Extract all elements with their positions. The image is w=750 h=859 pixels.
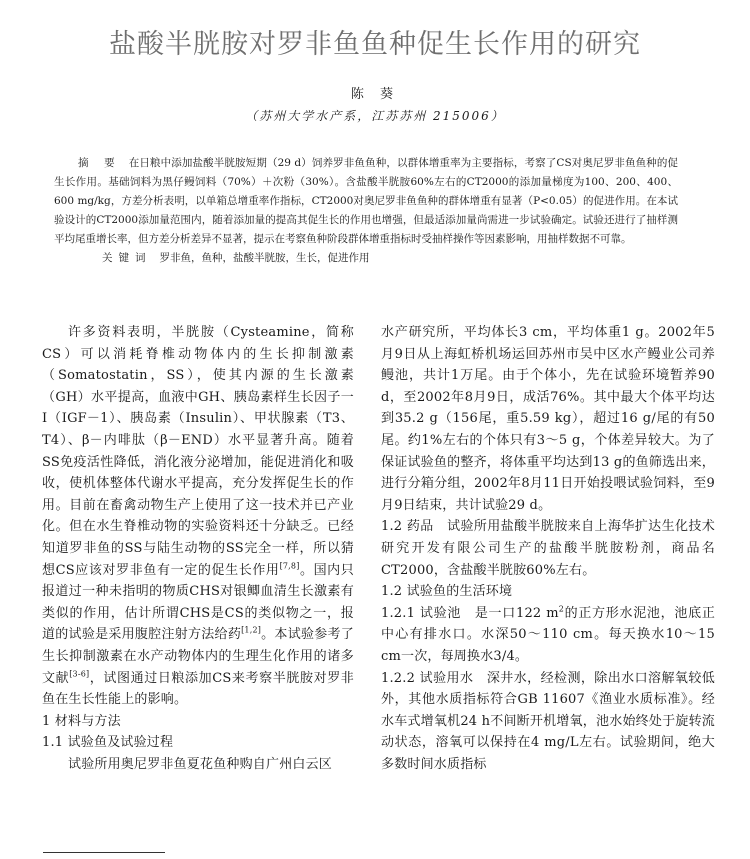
intro-text-b: 。国内只报道过一种未指明的物质CHS对银鲫血清生长激素有类似的作用，估计所谓CHS是CS的类似物之一，报道的试验是采用腹腔注射方法给药 [42,562,355,643]
right-column [381,322,715,775]
drug-paragraph [381,516,715,581]
pool-paragraph [381,603,715,668]
keywords-text: 罗非鱼，鱼种，盐酸半胱胺，生长，促进作用 [159,252,370,264]
subsection-heading-environment: 1.2 试验鱼的生活环境 [381,584,513,600]
abstract-label: 摘 要 [78,157,121,169]
paper-title: 盐酸半胱胺对罗非鱼鱼种促生长作用的研究 [109,29,641,60]
subsection-heading-water: 1.2.2 试验用水 [381,670,474,686]
keywords-line [54,249,678,268]
left-column [42,322,354,775]
citation-7-8: [7,8] [279,561,300,571]
abstract-text: 在日粮中添加盐酸半胱胺短期（29 d）饲养罗非鱼鱼种，以群体增重率为主要指标，考察了CS对奥尼罗非鱼鱼种的促生长作用。基础饲料为黑仔鳗饲料（70%）＋次粉（30%）。含盐酸半胱胺60%左右的CT2000的添加量梯度为100、200、400、600 mg/kg，方差分析表明，以单箱总增重率作指标，CT2000对奥尼罗非鱼鱼种的群体增重有显著（P<0.05）的促进作用。在本试验设计的CT2000添加量范围内，随着添加量的提高其促生长的作用也增强，但最适添加量尚需进一步试验确定。试验还进行了抽样测平均尾重增长率，但方差分析差异不显著，提示在考察鱼种阶段群体增重指标时受抽样操作等因素影响，用抽样数据不可靠。 [54,157,678,245]
abstract-block [54,154,678,268]
footnote-divider [43,852,165,853]
abstract-paragraph [54,154,678,249]
fish-source-paragraph: 水产研究所，平均体长3 cm，平均体重1 g。2002年5月9日从上海虹桥机场运回苏州市吴中区水产鳗业公司养鳗池，共计1万尾。由于个体小，先在试验环境暂养90 d，至2002年8月9日，成活76%。其中最大个体平均达到35.2 g（156尾，重5.59 kg），超过16 g/尾的有50尾。约1%左右的个体只有3～5 g，个体差异较大。为了保证试验鱼的整齐，将体重平均达到13 g的鱼筛选出来，进行分箱分组，2002年8月11日开始投喂试验饲料，至9月9日结束，共计试验29 d。 [381,325,715,513]
pool-text-a: 是一口122 m [474,605,559,621]
water-text: 深井水，经检测，除出水口溶解氧较低外，其他水质指标符合GB 11607《渔业水质标准》。经水车式增氧机24 h不间断开机增氧，池水始终处于旋转流动状态，溶氧可以保持在4 mg/L左右。试验期间，绝大多数时间水质指标 [381,670,715,772]
author-affiliation: （苏州大学水产系，江苏苏州 215006） [245,109,505,123]
drug-text: 试验所用盐酸半胱胺来自上海华扩达生化技术研究开发有限公司生产的盐酸半胱胺粉剂，商品名CT2000，含盐酸半胱胺60%左右。 [381,519,715,578]
intro-text-c: 。本试验参考了生长抑制激素在水产动物体内的生理生化作用的诸多文献 [42,627,354,686]
pool-text-b: 的正方形水泥池，池底正中心有排水口。水深50～110 cm。每天换水10～15 cm一次，每周换水3/4。 [381,605,716,664]
citation-3-6: [3-6] [69,669,90,679]
author-name: 陈 葵 [350,87,400,102]
keywords-label: 关键词 [102,252,152,264]
subsection-heading-drug: 1.2 药品 [381,519,434,535]
section-heading-methods: 1 材料与方法 [42,713,121,729]
water-paragraph [381,668,715,776]
intro-text-a: 许多资料表明，半胱胺（Cysteamine，简称CS）可以消耗脊椎动物体内的生长抑制激素（Somatostatin，SS），使其内源的生长激素（GH）水平提高，血液中GH、胰岛素样生长因子一I（IGF－1）、胰岛素（Insulin）、甲状腺素（T3、T4）、β－内啡肽（β－END）水平显著升高。随着SS免疫活性降低，消化液分泌增加，能促进消化和吸收，使机体整体代谢水平提高，充分发挥促生长的作用。目前在畜禽动物生产上使用了这一技术并已产业化。但在水生脊椎动物的实验资料还十分缺乏。已经知道罗非鱼的SS与陆生动物的SS完全一样，所以猜想CS应该对罗非鱼有一定的促生长作用 [42,325,354,578]
subsection-heading-1-1: 1.1 试验鱼及试验过程 [42,735,174,751]
methods-paragraph: 试验所用奥尼罗非鱼夏花鱼种购自广州白云区 [68,756,333,772]
subsection-heading-pool: 1.2.1 试验池 [381,605,462,621]
citation-1-2: [1,2] [241,625,262,635]
intro-paragraph [42,322,354,711]
area-unit-superscript: 2 [558,604,565,614]
intro-text-d: ，试图通过日粮添加CS来考察半胱胺对罗非鱼在生长性能上的影响。 [42,670,355,708]
